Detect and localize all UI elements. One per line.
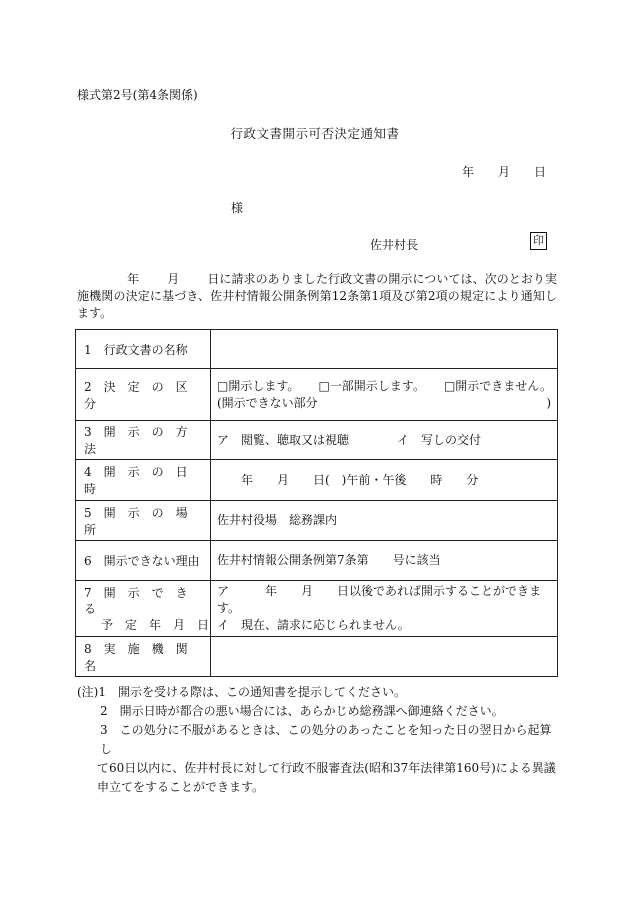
row-label-line1: 7 開 示 で き る	[84, 585, 200, 616]
table-row	[76, 330, 558, 369]
table-row	[76, 369, 558, 421]
addressee-suffix: 様	[231, 201, 244, 215]
row-value	[211, 637, 558, 677]
row-label: 3 開 示 の 方 法	[76, 421, 211, 460]
body-year-label: 年	[127, 272, 140, 286]
schedule-option-a: ア 年 月 日以後であれば開示することができます。	[217, 584, 542, 615]
option-disclose: □開示します。	[217, 378, 300, 393]
table-row	[76, 541, 558, 581]
date-year-label: 年	[462, 165, 475, 179]
row-label: 5 開 示 の 場 所	[76, 501, 211, 541]
row-label: 8 実 施 機 関 名	[76, 637, 211, 677]
note-3-cont: て60日以内に、佐井村長に対して行政不服審査法(昭和37年法律第160号)による異議	[97, 761, 556, 775]
table-row	[76, 637, 558, 677]
table-row	[76, 581, 558, 637]
non-disclosed-part-label: (開示できない部分	[217, 395, 318, 410]
row-value	[211, 581, 558, 637]
row-label: 4 開 示 の 日 時	[76, 460, 211, 501]
row-label: 6 開示できない理由	[76, 541, 211, 581]
document-title: 行政文書開示可否決定通知書	[230, 126, 400, 141]
notes-section	[77, 683, 559, 797]
row-value: 佐井村情報公開条例第7条第 号に該当	[211, 541, 558, 581]
option-partial-disclose: □一部開示します。	[318, 378, 425, 393]
row-label: 1 行政文書の名称	[76, 330, 211, 369]
table-row	[76, 460, 558, 501]
row-value: ア 閲覧、聴取又は視聴 イ 写しの交付	[211, 421, 558, 460]
row-label: 2 決 定 の 区 分	[76, 369, 211, 421]
issuer-name: 佐井村長	[370, 238, 419, 252]
date-month-label: 月	[498, 165, 511, 179]
row-label-line2: 予 定 年 月 日	[101, 617, 210, 632]
schedule-option-b: イ 現在、請求に応じられません。	[217, 618, 410, 632]
option-no-disclose: □開示できません。	[443, 378, 552, 393]
row-value	[211, 330, 558, 369]
note-3: 3 この処分に不服があるときは、この処分のあったことを知った日の翌日から起算し	[100, 723, 552, 756]
form-number-label: 様式第2号(第4条関係)	[77, 88, 198, 102]
table-row	[76, 421, 558, 460]
body-text: 日に請求のありました行政文書の開示については、次のとおり実施機関の決定に基づき、佐井村情報公開条例第12条第1項及び第2項の規定により通知します。	[77, 272, 558, 320]
row-value	[211, 369, 558, 421]
date-day-label: 日	[534, 165, 547, 179]
body-month-label: 月	[167, 272, 180, 286]
note-3-cont2: 申立てをすることができます。	[97, 780, 265, 794]
seal-stamp: 印	[530, 232, 547, 250]
notification-body	[77, 271, 557, 322]
row-value: 年 月 日( )午前・午後 時 分	[211, 460, 558, 501]
notice-table	[75, 329, 558, 677]
closing-bracket: )	[546, 395, 551, 410]
row-label	[76, 581, 211, 637]
table-row	[76, 501, 558, 541]
note-1: (注)1 開示を受ける際は、この通知書を提示してください。	[77, 685, 407, 699]
note-2: 2 開示日時が都合の悪い場合には、あらかじめ総務課へ御連絡ください。	[100, 704, 504, 718]
notes-head: (注)	[77, 685, 99, 699]
row-value: 佐井村役場 総務課内	[211, 501, 558, 541]
